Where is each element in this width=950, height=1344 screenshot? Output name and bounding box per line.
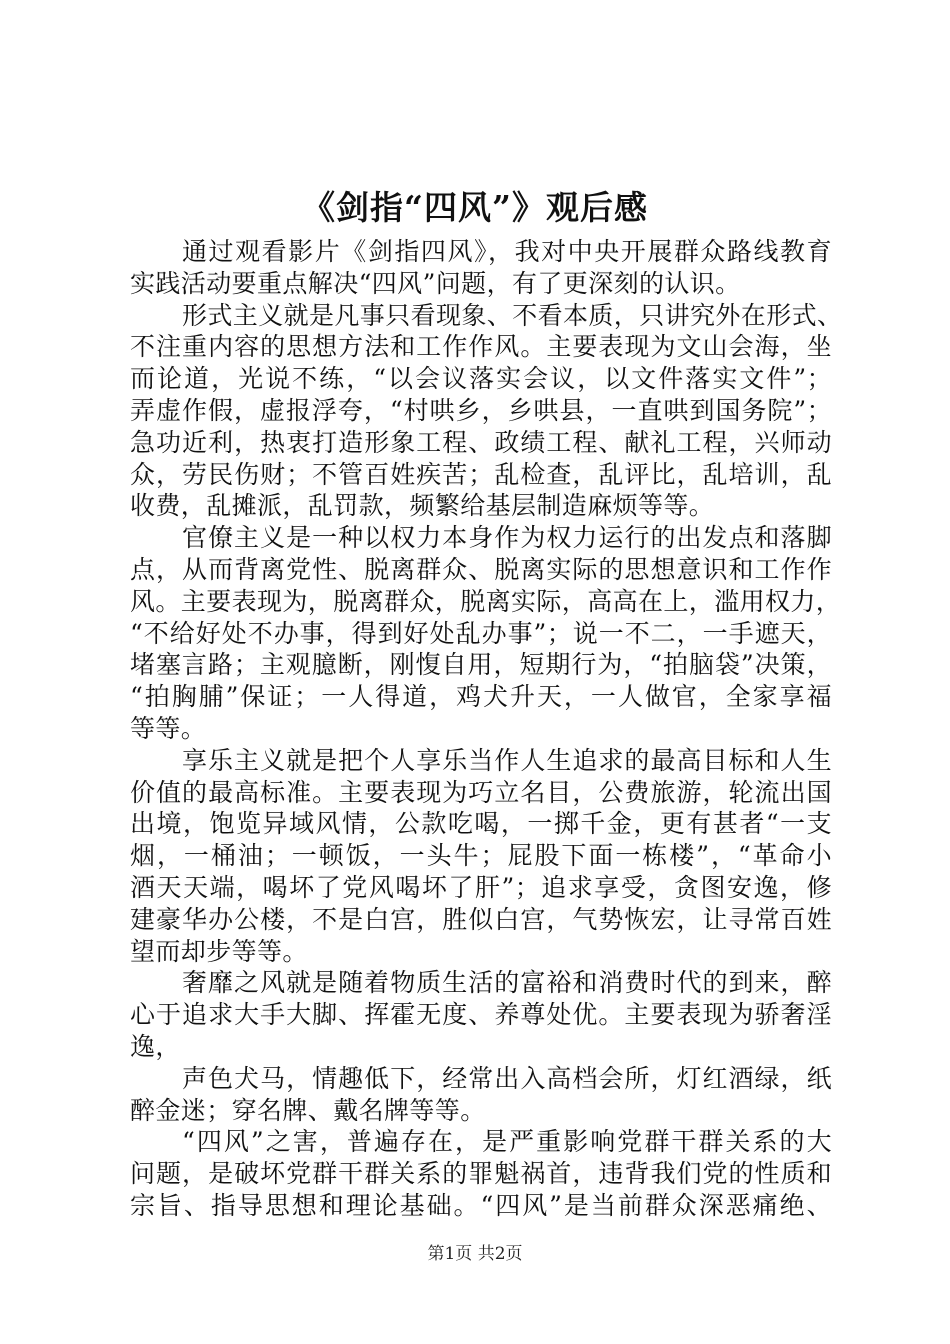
text-line: 堵塞言路；主观臆断，刚愎自用，短期行为，“拍脑袋”决策， bbox=[130, 650, 832, 680]
text-line: “不给好处不办事，得到好处乱办事”；说一不二，一手遮天， bbox=[130, 618, 832, 648]
text-line: 望而却步等等。 bbox=[130, 936, 308, 966]
text-line: 问题，是破坏党群干群关系的罪魁祸首，违背我们党的性质和 bbox=[130, 1159, 832, 1189]
text-line: 心于追求大手大脚、挥霍无度、养尊处优。主要表现为骄奢淫 bbox=[130, 1000, 832, 1030]
text-line: 形式主义就是凡事只看现象、不看本质，只讲究外在形式、 bbox=[182, 300, 843, 330]
text-line: 等等。 bbox=[130, 713, 207, 743]
text-line: “四风”之害，普遍存在，是严重影响党群干群关系的大 bbox=[182, 1127, 832, 1157]
paragraph-2 bbox=[130, 300, 843, 523]
text-line: 宗旨、指导思想和理论基础。“四风”是当前群众深恶痛绝、 bbox=[130, 1190, 832, 1220]
text-line: 建豪华办公楼，不是白宫，胜似白宫，气势恢宏，让寻常百姓 bbox=[130, 904, 832, 934]
text-line: 实践活动要重点解决“四风”问题，有了更深刻的认识。 bbox=[130, 268, 741, 298]
paragraph-4 bbox=[130, 745, 832, 968]
text-line: 风。主要表现为，脱离群众，脱离实际，高高在上，滥用权力， bbox=[130, 586, 842, 616]
text-line: 出境，饱览异域风情，公款吃喝，一掷千金，更有甚者“一支 bbox=[130, 809, 832, 839]
paragraph-6 bbox=[130, 1063, 832, 1127]
text-line: 价值的最高标准。主要表现为巧立名目，公费旅游，轮流出国 bbox=[130, 777, 832, 807]
paragraph-1 bbox=[130, 236, 832, 300]
text-line: 通过观看影片《剑指四风》，我对中央开展群众路线教育 bbox=[182, 237, 832, 266]
text-line: 奢靡之风就是随着物质生活的富裕和消费时代的到来，醉 bbox=[182, 968, 832, 998]
document-title: 《剑指“四风”》观后感 bbox=[302, 188, 648, 227]
text-line: 点，从而背离党性、脱离群众、脱离实际的思想意识和工作作 bbox=[130, 554, 832, 584]
paragraph-5 bbox=[130, 967, 832, 1062]
text-line: 官僚主义是一种以权力本身作为权力运行的出发点和落脚 bbox=[182, 523, 832, 553]
paragraph-7 bbox=[130, 1126, 832, 1221]
text-line: 弄虚作假，虚报浮夸，“村哄乡，乡哄县，一直哄到国务院”； bbox=[130, 395, 832, 425]
text-line: 而论道，光说不练，“以会议落实会议，以文件落实文件”； bbox=[130, 364, 832, 394]
document-body bbox=[130, 236, 843, 1222]
text-line: 逸， bbox=[130, 1031, 181, 1061]
text-line: 醉金迷；穿名牌、戴名牌等等。 bbox=[130, 1095, 486, 1125]
text-line: 众，劳民伤财；不管百姓疾苦；乱检查，乱评比，乱培训，乱 bbox=[130, 459, 832, 489]
page-number-footer: 第1页 共2页 bbox=[427, 1244, 523, 1264]
text-line: 声色犬马，情趣低下，经常出入高档会所，灯红酒绿，纸 bbox=[182, 1063, 832, 1093]
text-line: 不注重内容的思想方法和工作作风。主要表现为文山会海，坐 bbox=[130, 332, 832, 362]
text-line: 收费，乱摊派，乱罚款，频繁给基层制造麻烦等等。 bbox=[130, 491, 715, 521]
text-line: 享乐主义就是把个人享乐当作人生追求的最高目标和人生 bbox=[182, 745, 832, 775]
text-line: 烟，一桶油；一顿饭，一头牛；屁股下面一栋楼”，“革命小 bbox=[130, 841, 832, 871]
paragraph-3 bbox=[130, 522, 842, 745]
text-line: “拍胸脯”保证；一人得道，鸡犬升天，一人做官，全家享福 bbox=[130, 682, 832, 712]
text-line: 酒天天端，喝坏了党风喝坏了肝”；追求享受，贪图安逸，修 bbox=[130, 872, 832, 902]
text-line: 急功近利，热衷打造形象工程、政绩工程、献礼工程，兴师动 bbox=[130, 427, 832, 457]
